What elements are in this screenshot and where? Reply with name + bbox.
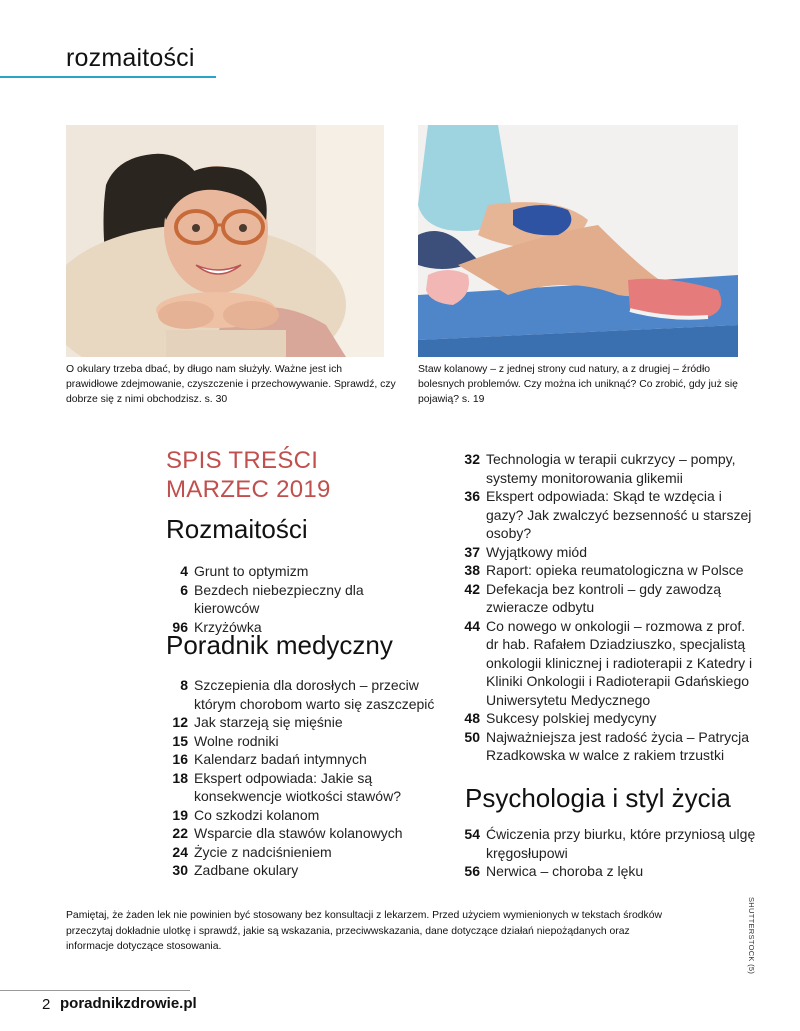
section-label: rozmaitości: [66, 44, 195, 72]
toc-item[interactable]: [160, 562, 430, 581]
toc-page-number: 12: [172, 714, 188, 730]
toc-page-number: 24: [172, 843, 188, 860]
header-rule: [0, 76, 216, 78]
toc-list-psychologia: [458, 825, 758, 881]
toc-page-number: 4: [180, 563, 188, 579]
toc-page-number: 18: [172, 769, 188, 786]
toc-item-title: Bezdech niebezpieczny dla kierowców: [194, 581, 364, 616]
toc-item-title: Ćwiczenia przy biurku, które przyniosą ulgę kręgosłupowi: [486, 826, 756, 861]
toc-item-title: Ekspert odpowiada: Skąd te wzdęcia i gazy? Jak zwalczyć bezsenność u starszej osoby?: [486, 488, 752, 541]
toc-item-title: Ekspert odpowiada: Jakie są konsekwencje wiotkości stawów?: [194, 769, 401, 804]
footer-rule: [0, 990, 190, 991]
toc-item[interactable]: [458, 450, 758, 487]
toc-item[interactable]: [458, 728, 758, 765]
toc-item[interactable]: [160, 713, 435, 732]
toc-page-number: 50: [464, 728, 480, 745]
toc-page-number: 37: [464, 543, 480, 560]
toc-item[interactable]: [160, 732, 435, 751]
toc-item-title: Nerwica – choroba z lęku: [486, 863, 644, 879]
toc-item[interactable]: [458, 561, 758, 580]
toc-item-title: Grunt to optymizm: [194, 563, 309, 579]
toc-item-title: Raport: opieka reumatologiczna w Polsce: [486, 562, 744, 578]
toc-item-title: Jak starzeją się mięśnie: [194, 714, 343, 730]
toc-page-number: 36: [464, 488, 480, 504]
toc-list-poradnik-medyczny: [160, 676, 435, 880]
toc-page-number: 22: [172, 825, 188, 841]
toc-page-number: 54: [464, 826, 480, 842]
toc-list-continued: [458, 450, 758, 765]
toc-page-number: 32: [464, 451, 480, 467]
toc-title: SPIS TREŚCI: [166, 447, 319, 474]
toc-page-number: 16: [172, 751, 188, 767]
toc-page-number: 48: [464, 710, 480, 726]
toc-item[interactable]: [160, 676, 435, 713]
toc-page-number: 8: [180, 677, 188, 693]
toc-item[interactable]: [160, 861, 435, 880]
section-heading-poradnik-medyczny: Poradnik medyczny: [166, 630, 393, 660]
medical-disclaimer: Pamiętaj, że żaden lek nie powinien być stosowany bez konsultacji z lekarzem. Przed użyciem wymienionych w tekstach środków przeczytaj dokładnie ulotkę i sprawdź, jakie są wskazania, przeciwwskazania, dane dotyczące działań niepożądanych oraz informacje dotyczące stosowania.: [66, 910, 662, 952]
toc-item[interactable]: [458, 709, 758, 728]
caption-right: Staw kolanowy – z jednej strony cud natury, a z drugiej – źródło bolesnych problemów. Czy można ich uniknąć? Co zrobić, gdy już się pojawią? s. 19: [418, 364, 738, 405]
toc-item-title: Krzyżówka: [194, 618, 262, 635]
section-heading-psychologia: Psychologia i styl życia: [465, 783, 731, 813]
toc-page-number: 6: [180, 581, 188, 598]
toc-page-number: 38: [464, 562, 480, 578]
photo-woman-glasses: [66, 125, 384, 357]
toc-page-number: 56: [464, 863, 480, 879]
toc-item-title: Kalendarz badań intymnych: [194, 751, 367, 767]
toc-item-title: Wsparcie dla stawów kolanowych: [194, 825, 403, 841]
toc-list-rozmaitosci: [160, 562, 430, 636]
toc-item-title: Życie z nadciśnieniem: [194, 843, 332, 860]
toc-item[interactable]: [160, 843, 435, 862]
site-name-link[interactable]: poradnikzdrowie.pl: [60, 995, 197, 1012]
caption-left: O okulary trzeba dbać, by długo nam służyły. Ważne jest ich prawidłowe zdejmowanie, czyszczenie i przechowywanie. Sprawdź, czy dobrze się z nimi obchodzisz. s. 30: [66, 364, 396, 405]
toc-item[interactable]: [160, 769, 435, 806]
toc-page-number: 44: [464, 617, 480, 634]
toc-item[interactable]: [458, 617, 758, 710]
toc-item[interactable]: [160, 750, 435, 769]
toc-page-number: 15: [172, 732, 188, 749]
toc-item-title: Defekacja bez kontroli – gdy zawodzą zwieracze odbytu: [486, 580, 722, 615]
section-heading-rozmaitosci: Rozmaitości: [166, 514, 308, 544]
toc-item[interactable]: [458, 487, 758, 543]
photo-knee-icepack: [418, 125, 738, 357]
toc-item-title: Zadbane okulary: [194, 862, 299, 878]
toc-page-number: 96: [172, 618, 188, 635]
toc-item-title: Najważniejsza jest radość życia – Patrycja Rzadkowska w walce z rakiem trzustki: [486, 728, 749, 763]
toc-item-title: Technologia w terapii cukrzycy – pompy, systemy monitorowania glikemii: [486, 451, 736, 486]
toc-item[interactable]: [160, 581, 430, 618]
toc-item[interactable]: [458, 825, 758, 862]
toc-item-title: Co nowego w onkologii – rozmowa z prof. dr hab. Rafałem Dziadziuszko, specjalistą onkologii klinicznej i radioterapii z Katedry i Kliniki Onkologii i Radioterapii Gdańskiego Uniwersytetu Medycznego: [486, 617, 753, 708]
toc-item-title: Co szkodzi kolanom: [194, 806, 320, 823]
toc-item-title: Wyjątkowy miód: [486, 543, 588, 560]
toc-item-title: Wolne rodniki: [194, 732, 279, 749]
toc-item[interactable]: [458, 862, 758, 881]
toc-item[interactable]: [160, 824, 435, 843]
toc-item[interactable]: [160, 806, 435, 825]
toc-page-number: 19: [172, 806, 188, 823]
toc-item-title: Szczepienia dla dorosłych – przeciw którym chorobom warto się zaszczepić: [194, 677, 435, 712]
photo-credit: SHUTTERSTOCK (5): [747, 897, 756, 975]
toc-item[interactable]: [458, 543, 758, 562]
page-number: 2: [42, 996, 51, 1013]
woman-glasses-illustration: [66, 125, 384, 357]
toc-page-number: 30: [172, 862, 188, 878]
toc-item[interactable]: [458, 580, 758, 617]
knee-icepack-illustration: [418, 125, 738, 357]
toc-issue-date: MARZEC 2019: [166, 476, 331, 503]
toc-page-number: 42: [464, 580, 480, 597]
toc-item-title: Sukcesy polskiej medycyny: [486, 710, 657, 726]
